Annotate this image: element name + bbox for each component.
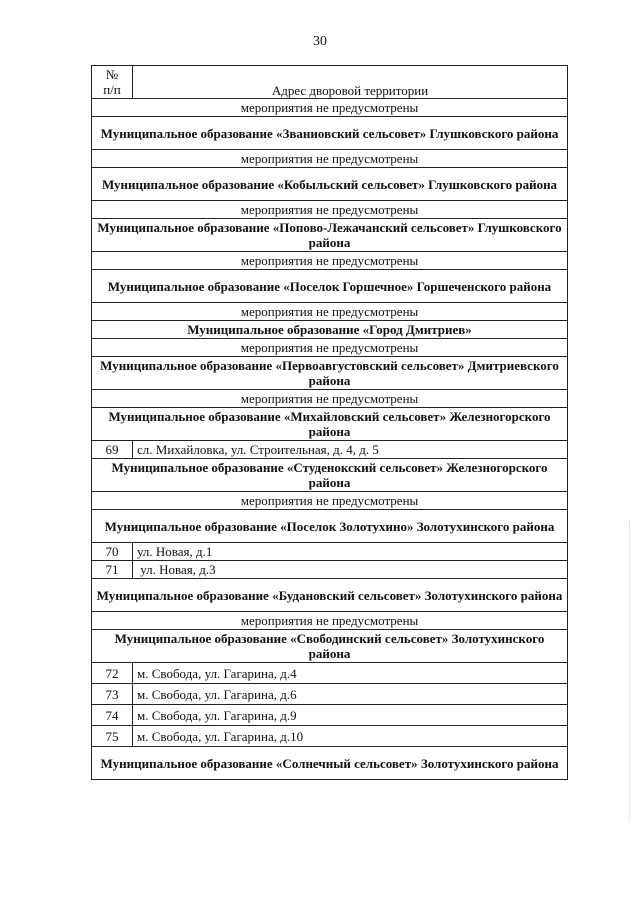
- address-table: [91, 65, 568, 780]
- row-address-cell: м. Свобода, ул. Гагарина, д.10: [133, 726, 568, 747]
- municipality-heading: Муниципальное образование «Будановский сельсовет» Золотухинского района: [92, 579, 568, 612]
- row-address-cell: м. Свобода, ул. Гагарина, д.6: [133, 684, 568, 705]
- row-number-cell: 71: [92, 561, 133, 579]
- municipality-heading: Муниципальное образование «Поселок Золотухино» Золотухинского района: [92, 510, 568, 543]
- note-row: [92, 339, 568, 357]
- row-number-cell: 70: [92, 543, 133, 561]
- row-number-cell: 69: [92, 441, 133, 459]
- municipality-row: [92, 219, 568, 252]
- row-number-cell: 75: [92, 726, 133, 747]
- municipality-heading: Муниципальное образование «Званиовский сельсовет» Глушковского района: [92, 117, 568, 150]
- row-address-cell: ул. Новая, д.3: [133, 561, 568, 579]
- note-row: [92, 252, 568, 270]
- no-measures-note: мероприятия не предусмотрены: [92, 492, 568, 510]
- municipality-heading: Муниципальное образование «Солнечный сельсовет» Золотухинского района: [92, 747, 568, 780]
- municipality-row: [92, 270, 568, 303]
- note-row: [92, 612, 568, 630]
- row-address-cell: м. Свобода, ул. Гагарина, д.4: [133, 663, 568, 684]
- no-measures-note: мероприятия не предусмотрены: [92, 201, 568, 219]
- table-body: [92, 66, 568, 780]
- header-address-cell: Адрес дворовой территории: [133, 66, 568, 99]
- municipality-heading: Муниципальное образование «Свободинский сельсовет» Золотухинского района: [92, 630, 568, 663]
- table-row: [92, 705, 568, 726]
- municipality-row: [92, 579, 568, 612]
- note-row: [92, 99, 568, 117]
- table-row: [92, 561, 568, 579]
- row-number-cell: 73: [92, 684, 133, 705]
- municipality-heading: Муниципальное образование «Кобыльский сельсовет» Глушковского района: [92, 168, 568, 201]
- municipality-row: [92, 747, 568, 780]
- table-header-row: [92, 66, 568, 99]
- note-row: [92, 390, 568, 408]
- municipality-row: [92, 357, 568, 390]
- no-measures-note: мероприятия не предусмотрены: [92, 150, 568, 168]
- row-number-cell: 72: [92, 663, 133, 684]
- municipality-heading: Муниципальное образование «Город Дмитриев»: [92, 321, 568, 339]
- no-measures-note: мероприятия не предусмотрены: [92, 390, 568, 408]
- table-row: [92, 663, 568, 684]
- municipality-row: [92, 408, 568, 441]
- row-address-cell: ул. Новая, д.1: [133, 543, 568, 561]
- row-number-cell: 74: [92, 705, 133, 726]
- no-measures-note: мероприятия не предусмотрены: [92, 612, 568, 630]
- municipality-heading: Муниципальное образование «Поселок Горшечное» Горшеченского района: [92, 270, 568, 303]
- municipality-heading: Муниципальное образование «Попово-Лежачанский сельсовет» Глушковского района: [92, 219, 568, 252]
- municipality-row: [92, 630, 568, 663]
- note-row: [92, 150, 568, 168]
- municipality-row: [92, 168, 568, 201]
- table-row: [92, 684, 568, 705]
- municipality-heading: Муниципальное образование «Студенокский сельсовет» Железногорского района: [92, 459, 568, 492]
- header-num-cell: № п/п: [92, 66, 133, 99]
- note-row: [92, 492, 568, 510]
- municipality-row: [92, 321, 568, 339]
- no-measures-note: мероприятия не предусмотрены: [92, 252, 568, 270]
- municipality-row: [92, 459, 568, 492]
- municipality-row: [92, 510, 568, 543]
- note-row: [92, 201, 568, 219]
- row-address-cell: сл. Михайловка, ул. Строительная, д. 4, д. 5: [133, 441, 568, 459]
- page-number: 30: [313, 34, 327, 49]
- margin-mark: [629, 520, 634, 820]
- table-row: [92, 543, 568, 561]
- no-measures-note: мероприятия не предусмотрены: [92, 99, 568, 117]
- row-address-cell: м. Свобода, ул. Гагарина, д.9: [133, 705, 568, 726]
- municipality-heading: Муниципальное образование «Михайловский сельсовет» Железногорского района: [92, 408, 568, 441]
- table-row: [92, 441, 568, 459]
- municipality-row: [92, 117, 568, 150]
- table-row: [92, 726, 568, 747]
- no-measures-note: мероприятия не предусмотрены: [92, 339, 568, 357]
- municipality-heading: Муниципальное образование «Первоавгустовский сельсовет» Дмитриевского района: [92, 357, 568, 390]
- no-measures-note: мероприятия не предусмотрены: [92, 303, 568, 321]
- note-row: [92, 303, 568, 321]
